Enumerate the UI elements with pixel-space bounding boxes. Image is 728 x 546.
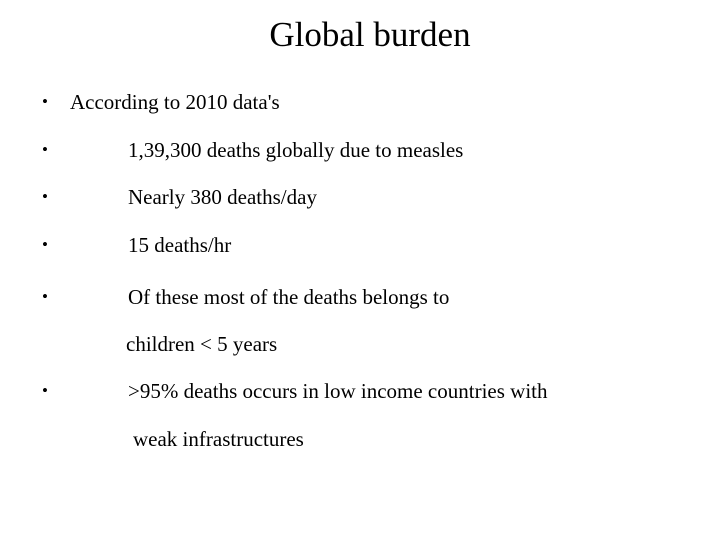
continuation-text: children < 5 years (126, 332, 278, 356)
bullet-icon: • (42, 235, 48, 254)
bullet-text: 1,39,300 deaths globally due to measles (128, 138, 464, 162)
bullet-text: According to 2010 data's (70, 90, 280, 114)
slide-title: Global burden (269, 15, 471, 54)
bullet-text: Of these most of the deaths belongs to (128, 285, 450, 309)
bullet-icon: • (42, 140, 48, 159)
bullet-icon: • (42, 381, 48, 400)
bullet-icon: • (42, 187, 48, 206)
bullet-text: >95% deaths occurs in low income countries with (128, 379, 548, 403)
continuation-text: weak infrastructures (133, 427, 304, 451)
bullet-text: 15 deaths/hr (128, 233, 232, 257)
bullet-icon: • (42, 287, 48, 306)
bullet-text: Nearly 380 deaths/day (128, 185, 317, 209)
bullet-icon: • (42, 92, 48, 111)
